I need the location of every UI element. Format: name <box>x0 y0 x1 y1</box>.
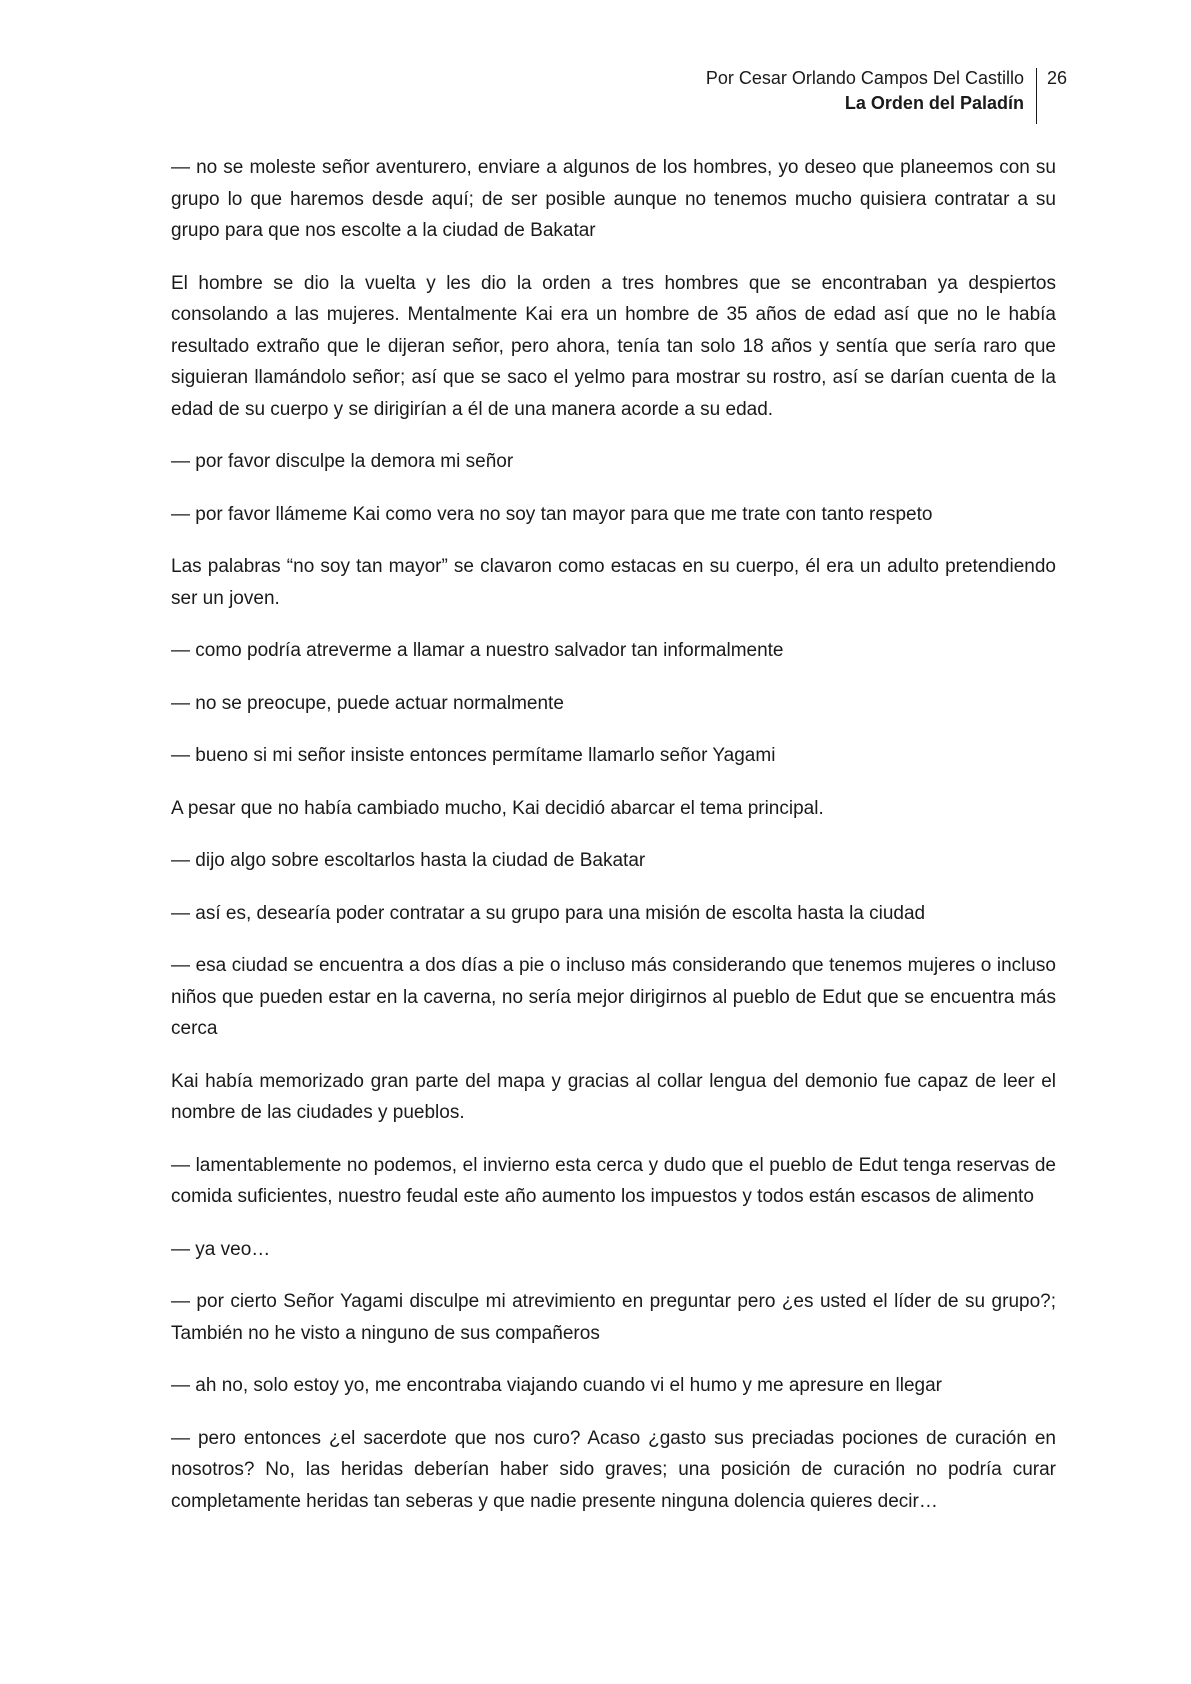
paragraph: A pesar que no había cambiado mucho, Kai decidió abarcar el tema principal. <box>171 797 824 819</box>
paragraph: — por favor llámeme Kai como vera no soy tan mayor para que me trate con tanto respeto <box>171 503 933 525</box>
paragraph: — por cierto Señor Yagami disculpe mi atrevimiento en preguntar pero ¿es usted el líder de su grupo?; También no he visto a ninguno de sus compañeros <box>171 1291 1056 1344</box>
header-book-title: La Orden del Paladín <box>844 93 1024 113</box>
paragraph: — no se moleste señor aventurero, enviare a algunos de los hombres, yo deseo que planeemos con su grupo lo que haremos desde aquí; de ser posible aunque no tenemos mucho quisiera contratar a su grupo para que nos escolte a la ciudad de Bakatar <box>171 157 1056 241</box>
paragraph: Las palabras “no soy tan mayor” se clavaron como estacas en su cuerpo, él era un adulto pretendiendo ser un joven. <box>171 556 1056 609</box>
paragraph: — bueno si mi señor insiste entonces permítame llamarlo señor Yagami <box>171 745 776 766</box>
paragraph: — ya veo… <box>171 1238 271 1260</box>
paragraph: — por favor disculpe la demora mi señor <box>171 451 514 472</box>
paragraph: — como podría atreverme a llamar a nuestro salvador tan informalmente <box>171 640 784 661</box>
paragraph: Kai había memorizado gran parte del mapa y gracias al collar lengua del demonio fue capaz de leer el nombre de las ciudades y pueblos. <box>171 1070 1056 1123</box>
paragraph: — así es, desearía poder contratar a su grupo para una misión de escolta hasta la ciudad <box>171 902 926 924</box>
page-body <box>171 152 1056 1538</box>
paragraph: — lamentablemente no podemos, el invierno esta cerca y dudo que el pueblo de Edut tenga reservas de comida suficientes, nuestro feudal este año aumento los impuestos y todos están escasos de alimento <box>171 1154 1056 1207</box>
header-text <box>706 66 1036 116</box>
paragraph: — esa ciudad se encuentra a dos días a pie o incluso más considerando que tenemos mujeres o incluso niños que pueden estar en la caverna, no sería mejor dirigirnos al pueblo de Edut que se encuentra más cerca <box>171 955 1056 1039</box>
paragraph: — pero entonces ¿el sacerdote que nos curo? Acaso ¿gasto sus preciadas pociones de curación en nosotros? No, las heridas deberían haber sido graves; una posición de curación no podría curar completamente heridas tan seberas y que nadie presente ninguna dolencia quieres decir… <box>171 1427 1056 1512</box>
paragraph: — dijo algo sobre escoltarlos hasta la ciudad de Bakatar <box>171 850 646 871</box>
paragraph: — ah no, solo estoy yo, me encontraba viajando cuando vi el humo y me apresure en llegar <box>171 1375 943 1396</box>
page-number: 26 <box>1046 68 1067 88</box>
page-header <box>706 66 1067 124</box>
paragraph: El hombre se dio la vuelta y les dio la orden a tres hombres que se encontraban ya despiertos consolando a las mujeres. Mentalmente Kai era un hombre de 35 años de edad así que no le había resultado extraño que le dijeran señor, pero ahora, tenía tan solo 18 años y sentía que sería raro que siguieran llamándolo señor; así que se saco el yelmo para mostrar su rostro, así se darían cuenta de la edad de su cuerpo y se dirigirían a él de una manera acorde a su edad. <box>171 272 1056 420</box>
paragraph: — no se preocupe, puede actuar normalmente <box>171 692 564 714</box>
header-author: Por Cesar Orlando Campos Del Castillo <box>705 68 1024 88</box>
